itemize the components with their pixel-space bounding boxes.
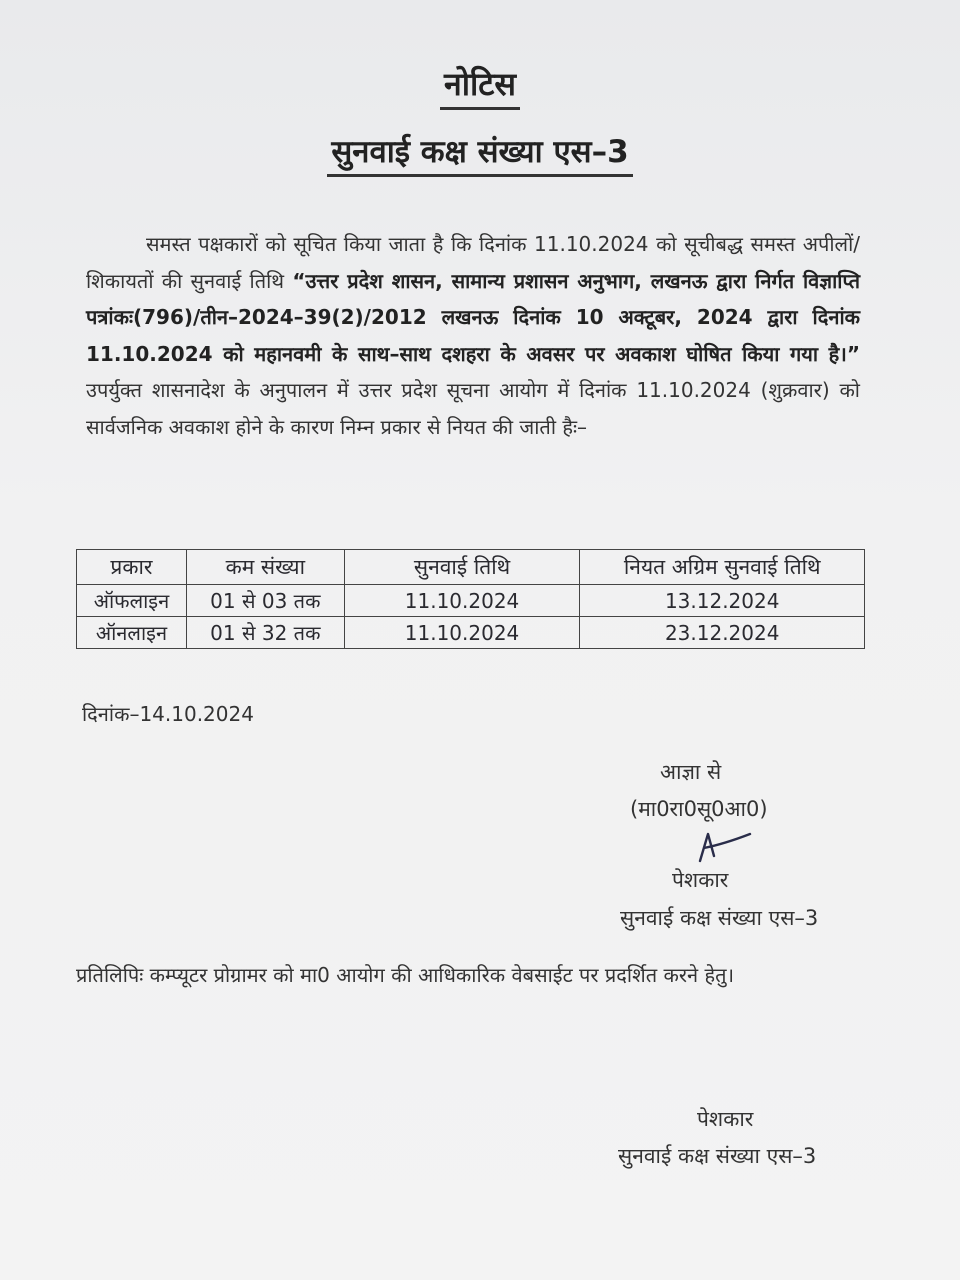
signatory-role: पेशकार — [672, 868, 729, 892]
cell-serial-range: 01 से 32 तक — [186, 617, 344, 649]
cell-type: ऑनलाइन — [77, 617, 187, 649]
header-serial-range: कम संख्या — [186, 550, 344, 585]
cell-next-hearing-date: 13.12.2024 — [580, 585, 865, 617]
hearing-schedule-table — [76, 549, 865, 649]
table-header-row — [77, 550, 865, 585]
table-row — [77, 617, 865, 649]
commission-abbreviation: (मा0रा0सू0आ0) — [630, 797, 768, 821]
by-order-text: आज्ञा से — [660, 760, 722, 784]
cell-next-hearing-date: 23.12.2024 — [580, 617, 865, 649]
hall-heading — [0, 130, 960, 172]
signatory-hall: सुनवाई कक्ष संख्या एस–3 — [620, 906, 819, 930]
paragraph-intro: समस्त पक्षकारों को सूचित किया जाता है कि दिनांक 11.10.2024 को सूचीबद्ध समस्त अपीलों/शिकायतों की सुनवाई तिथि — [86, 232, 860, 293]
issue-date: दिनांक–14.10.2024 — [82, 702, 254, 726]
notice-paragraph — [86, 226, 860, 445]
hall-heading-text: सुनवाई कक्ष संख्या एस–3 — [327, 134, 632, 177]
header-next-hearing-date: नियत अग्रिम सुनवाई तिथि — [580, 550, 865, 585]
cell-hearing-date: 11.10.2024 — [344, 617, 580, 649]
header-hearing-date: सुनवाई तिथि — [344, 550, 580, 585]
cell-serial-range: 01 से 03 तक — [186, 585, 344, 617]
paragraph-rest: उपर्युक्त शासनादेश के अनुपालन में उत्तर प्रदेश सूचना आयोग में दिनांक 11.10.2024 (शुक्रवार) को सार्वजनिक अवकाश होने के कारण निम्न प्रकार से नियत की जाती हैः– — [86, 378, 860, 439]
cell-hearing-date: 11.10.2024 — [344, 585, 580, 617]
header-type: प्रकार — [77, 550, 187, 585]
signature-mark-icon — [694, 828, 758, 864]
footer-signatory-role: पेशकार — [697, 1107, 754, 1131]
paragraph-government-quote: “उत्तर प्रदेश शासन, सामान्य प्रशासन अनुभाग, लखनऊ द्वारा निर्गत विज्ञाप्ति पत्रांकः(796)/तीन–2024–39(2)/2012 लखनऊ दिनांक 10 अक्टूबर, 2024 द्वारा दिनांक 11.10.2024 को महानवमी के साथ–साथ दशहरा के अवसर पर अवकाश घोषित किया गया है।” — [86, 268, 861, 366]
notice-heading — [0, 62, 960, 105]
footer-signatory-hall: सुनवाई कक्ष संख्या एस–3 — [618, 1144, 817, 1168]
cell-type: ऑफलाइन — [77, 585, 187, 617]
notice-heading-text: नोटिस — [440, 65, 520, 110]
copy-to-line: प्रतिलिपिः कम्प्यूटर प्रोग्रामर को मा0 आयोग की आधिकारिक वेबसाईट पर प्रदर्शित करने हेतु। — [76, 963, 735, 987]
table-row — [77, 585, 865, 617]
